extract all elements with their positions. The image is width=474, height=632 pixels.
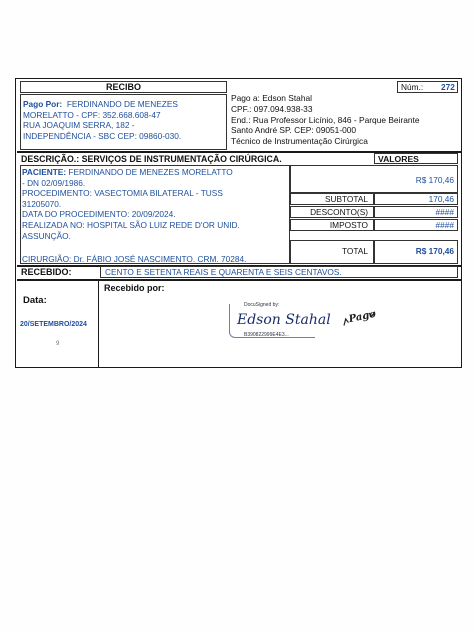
date-label: Data: xyxy=(23,295,47,306)
signature: Edson Stahal xyxy=(237,312,331,328)
discount-label: DESCONTO(S) xyxy=(310,207,368,217)
patient-label: PACIENTE: xyxy=(22,167,67,177)
description-line-5: REALIZADA NO: HOSPITAL SÃO LUIZ REDE D'OR UNID. xyxy=(22,219,240,230)
received-amount-words: CENTO E SETENTA REAIS E QUARENTA E SEIS CENTAVOS. xyxy=(105,267,342,277)
tax-value: #### xyxy=(435,220,454,230)
description-line-4: DATA DO PROCEDIMENTO: 20/09/2024. xyxy=(22,209,176,220)
payee-line-5: Técnico de Instrumentação Cirúrgica xyxy=(231,136,368,147)
payee-block xyxy=(231,93,420,147)
amount-value: R$ 170,46 xyxy=(415,175,454,185)
surgeon-line: CIRURGIÃO: Dr. FÁBIO JOSÉ NASCIMENTO. CRM. 70284. xyxy=(22,254,247,264)
date-value: 20/SETEMBRO/2024 xyxy=(20,321,87,328)
payer-line-2: MORELATTO - CPF: 352.668.608-47 xyxy=(23,109,161,120)
received-label: RECEBIDO: xyxy=(21,267,72,277)
receipt-title: RECIBO xyxy=(105,82,141,92)
patient-name: FERDINANDO DE MENEZES MORELATTO xyxy=(68,167,233,177)
number-label: Núm.: xyxy=(401,82,424,92)
description-line-6: ASSUNÇÃO. xyxy=(22,230,71,241)
payer-line-1: FERDINANDO DE MENEZES xyxy=(66,99,178,109)
payee-line-2: CPF.: 097.094.938-33 xyxy=(231,103,313,114)
number-value: 272 xyxy=(441,82,455,92)
payee-line-3: End.: Rua Professor Licínio, 846 - Parque Beirante xyxy=(231,114,420,125)
received-by-label: Recebido por: xyxy=(104,283,165,293)
payer-label: Pago Por: xyxy=(23,99,63,109)
footer-divider xyxy=(98,280,99,367)
subtotal-label: SUBTOTAL xyxy=(324,194,368,204)
margin-mark: 9 xyxy=(56,341,60,347)
divider xyxy=(17,279,461,281)
subtotal-value: 170,46 xyxy=(428,194,454,204)
payee-line-1: Pago a: Edson Stahal xyxy=(231,93,313,103)
payee-line-4: Santo André SP. CEP: 09051-000 xyxy=(231,125,357,136)
payer-line-4: INDEPENDÊNCIA - SBC CEP: 09860-030. xyxy=(23,130,182,141)
tax-label: IMPOSTO xyxy=(329,220,368,230)
description-line-3: 31205070. xyxy=(22,198,62,209)
description-line-2: PROCEDIMENTO: VASECTOMIA BILATERAL - TUSS xyxy=(22,188,223,199)
total-value: R$ 170,46 xyxy=(415,246,454,256)
values-heading: VALORES xyxy=(378,154,419,164)
total-label: TOTAL xyxy=(342,246,368,256)
payer-line-3: RUA JOAQUIM SERRA, 182 - xyxy=(23,120,135,131)
discount-value: #### xyxy=(435,207,454,217)
description-heading: DESCRIÇÃO.: SERVIÇOS DE INSTRUMENTAÇÃO CIRÚRGICA. xyxy=(21,154,282,164)
docusigned-label: DocuSigned by: xyxy=(244,302,280,308)
description-line-1: - DN 02/09/1986. xyxy=(22,177,86,188)
signature-id: B390822999E4E3... xyxy=(244,332,289,338)
paid-stamp-text: Pago xyxy=(347,308,377,326)
description-block xyxy=(22,167,240,241)
payer-block xyxy=(23,99,181,141)
